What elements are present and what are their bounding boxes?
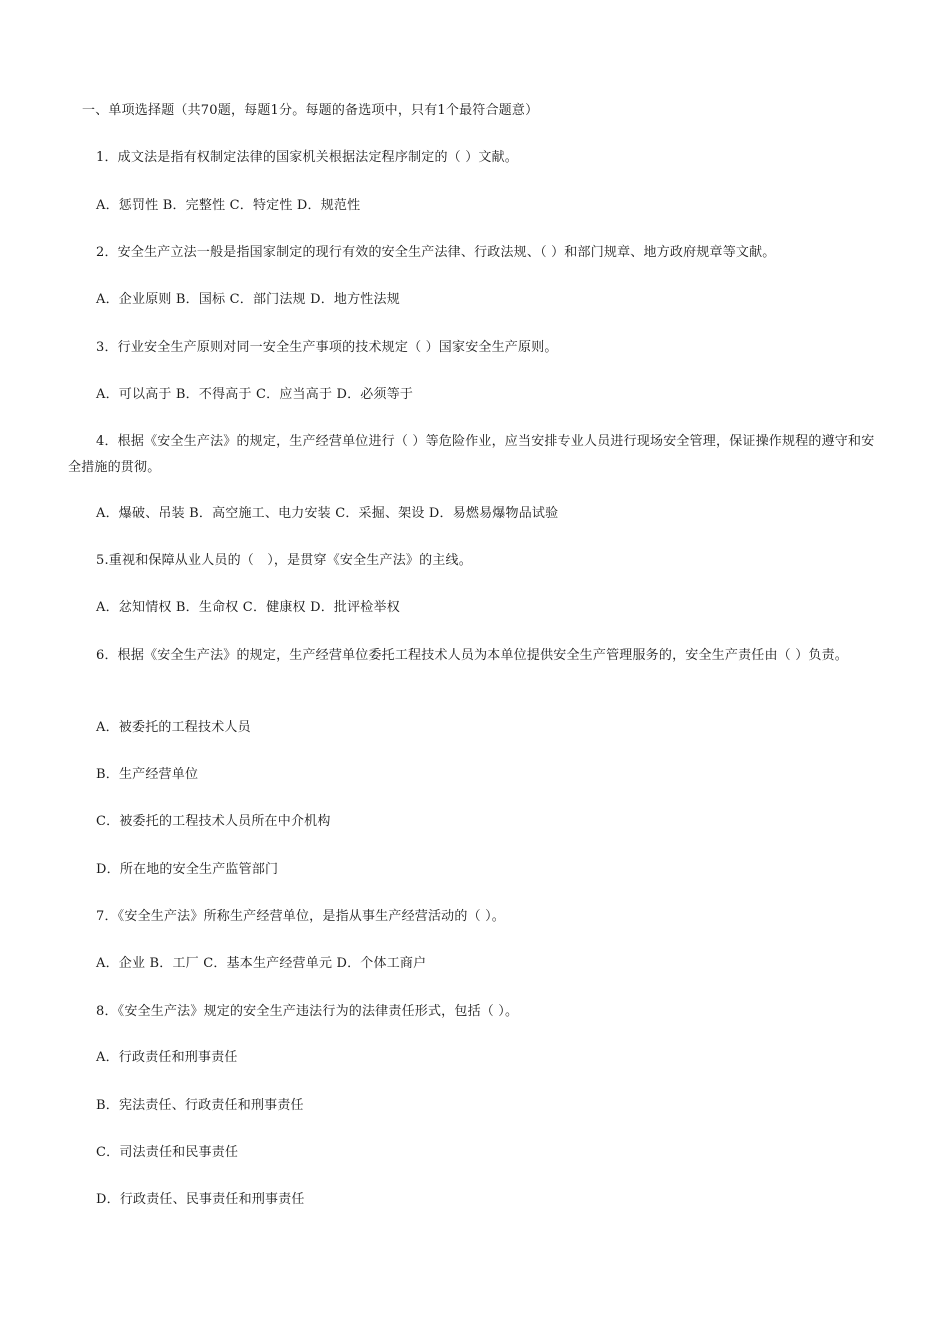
option-6d: D．所在地的安全生产监管部门 <box>96 862 279 877</box>
question-6: 6．根据《安全生产法》的规定，生产经营单位委托工程技术人员为本单位提供安全生产管理服务的，安全生产责任由（ ）负责。 <box>96 648 849 663</box>
question-2: 2．安全生产立法一般是指国家制定的现行有效的安全生产法律、行政法规、（ ）和部门规章、地方政府规章等文献。 <box>96 245 776 260</box>
options-3: A．可以高于 B．不得高于 C．应当高于 D．必须等于 <box>96 387 414 402</box>
option-8b: B．宪法责任、行政责任和刑事责任 <box>96 1098 304 1113</box>
question-1: 1．成文法是指有权制定法律的国家机关根据法定程序制定的（ ）文献。 <box>96 150 519 165</box>
options-2: A．企业原则 B．国标 C．部门法规 D．地方性法规 <box>96 292 400 307</box>
question-7: 7．《安全生产法》所称生产经营单位，是指从事生产经营活动的（ ）。 <box>96 909 506 924</box>
question-4: 4．根据《安全生产法》的规定，生产经营单位进行（ ）等危险作业，应当安排专业人员进行现场安全管理，保证操作规程的遵守和安全措施的贯彻。 <box>68 434 875 475</box>
option-8d: D．行政责任、民事责任和刑事责任 <box>96 1192 305 1207</box>
option-6c: C．被委托的工程技术人员所在中介机构 <box>96 814 331 829</box>
question-5: 5.重视和保障从业人员的（ ），是贯穿《安全生产法》的主线。 <box>96 553 472 568</box>
option-8c: C．司法责任和民事责任 <box>96 1145 239 1160</box>
options-1: A．惩罚性 B．完整性 C．特定性 D．规范性 <box>96 198 361 213</box>
question-3: 3．行业安全生产原则对同一安全生产事项的技术规定（ ）国家安全生产原则。 <box>96 340 558 355</box>
options-5: A．忿知情权 B．生命权 C．健康权 D．批评检举权 <box>96 600 400 615</box>
options-7: A．企业 B．工厂 C．基本生产经营单元 D．个体工商户 <box>96 956 427 971</box>
section-header: 一、单项选择题（共70题，每题1分。每题的备选项中，只有1个最符合题意） <box>82 103 539 118</box>
option-6b: B．生产经营单位 <box>96 767 199 782</box>
option-6a: A．被委托的工程技术人员 <box>96 720 251 735</box>
options-4: A．爆破、吊装 B．高空施工、电力安装 C．采掘、架设 D．易燃易爆物品试验 <box>96 506 559 521</box>
question-8: 8．《安全生产法》规定的安全生产违法行为的法律责任形式，包括（ ）。 <box>96 1004 519 1019</box>
option-8a: A．行政责任和刑事责任 <box>96 1050 238 1065</box>
